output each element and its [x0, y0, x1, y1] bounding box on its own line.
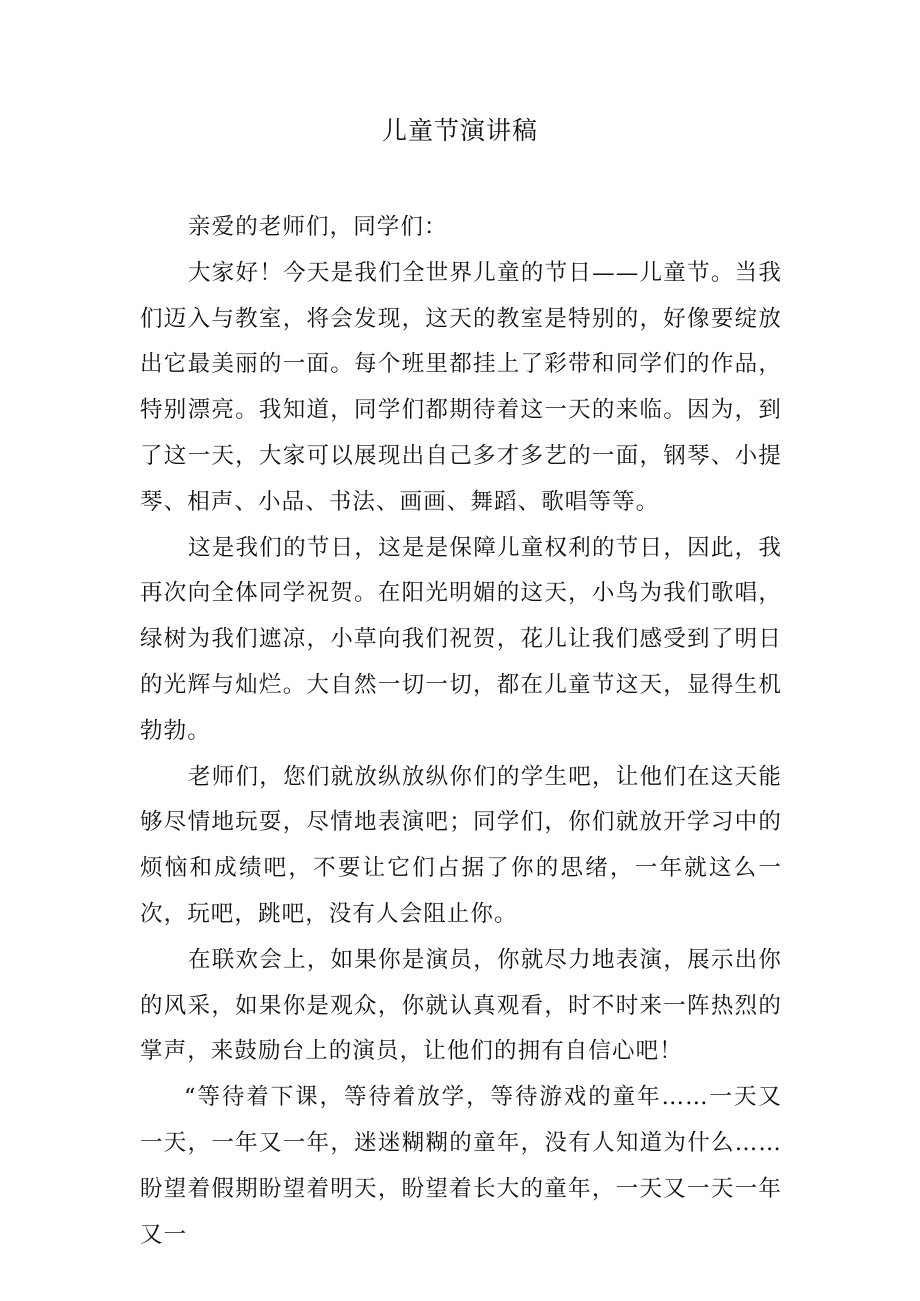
- paragraph-4: 在联欢会上，如果你是演员，你就尽力地表演，展示出你的风采，如果你是观众，你就认真观看，时不时来一阵热烈的掌声，来鼓励台上的演员，让他们的拥有自信心吧！: [140, 946, 782, 1065]
- paragraph-5: “等待着下课，等待着放学，等待游戏的童年……一天又一天，一年又一年，迷迷糊糊的童年，没有人知道为什么……盼望着假期盼望着明天，盼望着长大的童年，一天又一天一年又一: [140, 1084, 782, 1248]
- paragraph-2: 这是我们的节日，这是是保障儿童权利的节日，因此，我再次向全体同学祝贺。在阳光明媚的这天，小鸟为我们歌唱，绿树为我们遮凉，小草向我们祝贺，花儿让我们感受到了明日的光辉与灿烂。大自然一切一切，都在儿童节这天，显得生机勃勃。: [140, 534, 782, 744]
- paragraph-3: 老师们，您们就放纵放纵你们的学生吧，让他们在这天能够尽情地玩耍，尽情地表演吧；同学们，你们就放开学习中的烦恼和成绩吧，不要让它们占据了你的思绪，一年就这么一次，玩吧，跳吧，没有人会阻止你。: [140, 763, 782, 927]
- document-title: 儿童节演讲稿: [381, 116, 538, 145]
- document-body: [140, 205, 782, 1258]
- paragraph-1: 大家好！今天是我们全世界儿童的节日——儿童节。当我们迈入与教室，将会发现，这天的教室是特别的，好像要绽放出它最美丽的一面。每个班里都挂上了彩带和同学们的作品，特别漂亮。我知道，同学们都期待着这一天的来临。因为，到了这一天，大家可以展现出自己多才多艺的一面，钢琴、小提琴、相声、小品、书法、画画、舞蹈、歌唱等等。: [140, 259, 782, 515]
- greeting: 亲爱的老师们，同学们：: [188, 214, 448, 240]
